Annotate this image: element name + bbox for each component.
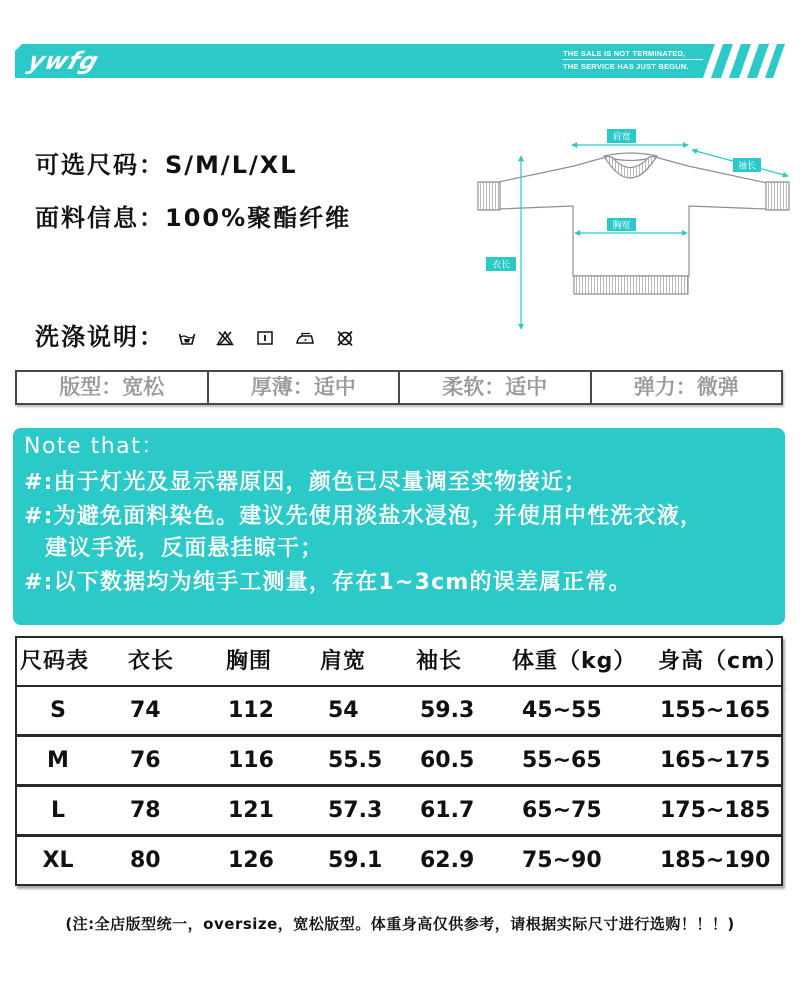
weight-cell: 65~75 [522, 798, 602, 823]
height-cell: 165~175 [660, 748, 771, 773]
length-cell: 74 [130, 698, 161, 723]
header-sleeve: 袖长 [416, 649, 463, 674]
attribute-fit: 版型：宽松 [17, 372, 209, 403]
sleeve-label: 袖长 [737, 161, 757, 172]
care-label: 洗涤说明： [35, 323, 165, 351]
note-line: #:由于灯光及显示器原因，颜色已尽量调至实物接近； [24, 470, 588, 495]
back-neckline [604, 153, 657, 156]
shoulder-cell: 59.1 [328, 848, 383, 873]
header-weight: 体重（kg） [512, 649, 637, 674]
shoulder-cell: 55.5 [328, 748, 383, 773]
left-cuff [478, 182, 500, 210]
length-cell: 76 [130, 748, 161, 773]
right-cuff [766, 182, 789, 210]
hand-wash-icon [178, 330, 196, 346]
banner-tagline-1: THE SALE IS NOT TERMINATED, [563, 49, 686, 58]
attribute-elasticity: 弹力：微弹 [633, 375, 739, 399]
height-cell: 185~190 [660, 848, 771, 873]
chest-cell: 112 [228, 698, 274, 723]
notes-panel [13, 428, 785, 625]
do-not-dry-clean-icon [336, 330, 354, 346]
table-row [15, 835, 783, 886]
hem-band [574, 276, 688, 294]
chest-label: 胸宽 [612, 221, 631, 231]
top-banner [15, 44, 785, 78]
size-cell: S [50, 698, 66, 723]
note-line: #:以下数据均为纯手工测量，存在1~3cm的误差属正常。 [24, 570, 632, 595]
note-line: 建议手洗，反面悬挂晾干； [45, 536, 324, 561]
header-length: 衣长 [128, 649, 175, 674]
size-cell: XL [42, 848, 74, 873]
shoulder-label: 肩宽 [612, 132, 631, 143]
chest-cell: 121 [228, 798, 274, 823]
attribute-row [15, 370, 783, 405]
brand-logo: ywfg [24, 47, 103, 75]
weight-cell: 55~65 [522, 748, 602, 773]
header-height: 身高（cm） [658, 649, 788, 674]
line-dry-icon [256, 330, 274, 346]
header-chest: 胸围 [226, 649, 273, 674]
attribute-thickness: 厚薄：适中 [209, 372, 401, 403]
table-row [15, 785, 783, 836]
height-cell: 155~165 [660, 698, 771, 723]
chest-cell: 126 [228, 848, 274, 873]
notes-title: Note that： [24, 434, 165, 459]
length-cell: 78 [130, 798, 161, 823]
length-label: 衣长 [491, 260, 511, 271]
sweater-measurement-diagram [470, 120, 795, 335]
chest-cell: 116 [228, 748, 274, 773]
size-table-header [15, 636, 788, 687]
fabric-info: 面料信息：100%聚酯纤维 [35, 204, 352, 232]
note-line: #:为避免面料染色。建议先使用淡盐水浸泡，并使用中性洗衣液， [24, 504, 704, 529]
size-cell: M [47, 748, 69, 773]
sleeve-cell: 61.7 [420, 798, 475, 823]
banner-tagline-divider [563, 59, 703, 60]
sleeve-cell: 62.9 [420, 848, 475, 873]
sleeve-cell: 59.3 [420, 698, 475, 723]
shoulder-cell: 54 [328, 698, 359, 723]
do-not-bleach-icon [216, 330, 234, 346]
banner-tagline-2: THE SERVICE HAS JUST BEGUN. [563, 62, 689, 71]
sleeve-cell: 60.5 [420, 748, 475, 773]
header-size-chart: 尺码表 [20, 649, 90, 674]
table-row [15, 685, 783, 736]
height-cell: 175~185 [660, 798, 771, 823]
iron-icon [295, 330, 315, 346]
length-cell: 80 [130, 848, 161, 873]
footer-note: (注:全店版型统一，oversize，宽松版型。体重身高仅供参考，请根据实际尺寸进行选购！！！) [65, 915, 735, 933]
table-row [15, 735, 783, 786]
shoulder-cell: 57.3 [328, 798, 383, 823]
available-sizes: 可选尺码：S/M/L/XL [35, 151, 298, 179]
header-shoulder: 肩宽 [320, 649, 367, 674]
size-cell: L [50, 798, 66, 823]
weight-cell: 75~90 [522, 848, 602, 873]
weight-cell: 45~55 [522, 698, 602, 723]
attribute-softness: 柔软：适中 [400, 372, 592, 403]
